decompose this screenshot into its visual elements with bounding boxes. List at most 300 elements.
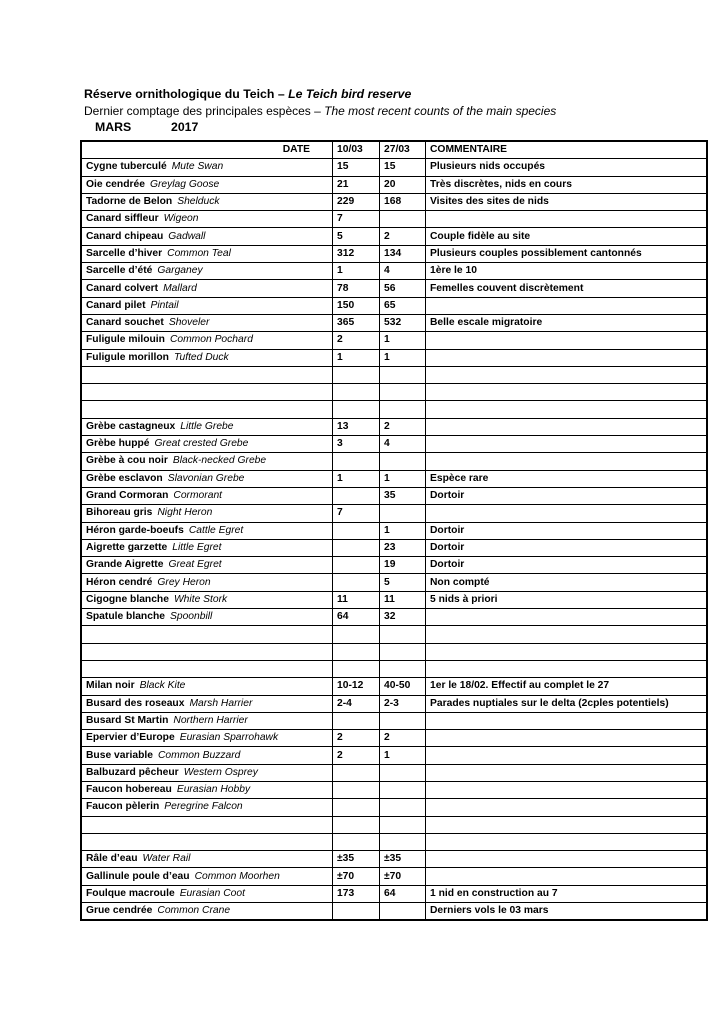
table-row [81,903,707,921]
table-row [81,643,707,660]
species-cell [81,609,333,626]
species-name-en: Garganey [157,265,203,277]
count-date-2: 35 [380,487,426,504]
count-date-2: 168 [380,193,426,210]
comment-cell: Dortoir [426,557,708,574]
species-name-fr: Canard chipeau [86,230,164,242]
count-date-1: 173 [333,885,380,902]
count-date-2 [380,211,426,228]
count-date-1 [333,487,380,504]
species-cell [81,366,333,383]
species-name-en: Shoveler [168,317,210,329]
comment-cell: 1er le 18/02. Effectif au complet le 27 [426,678,708,695]
subtitle-separator: – [310,104,325,118]
count-date-1: 5 [333,228,380,245]
species-cell [81,695,333,712]
count-date-1: 2-4 [333,695,380,712]
species-name-fr: Oie cendrée [86,178,145,190]
period-month: MARS [95,120,132,134]
table-row [81,384,707,401]
table-row [81,747,707,764]
document-title [84,86,684,103]
count-date-2: 532 [380,314,426,331]
species-name-en: Northern Harrier [173,714,248,726]
species-cell [81,816,333,833]
species-cell [81,851,333,868]
table-row [81,885,707,902]
comment-cell: Parades nuptiales sur le delta (2cples potentiels) [426,695,708,712]
header-date: DATE [81,141,333,159]
species-name-fr: Grèbe à cou noir [86,455,168,467]
species-name-en: Western Osprey [183,766,258,778]
count-date-2: 1 [380,747,426,764]
table-row [81,712,707,729]
comment-cell [426,643,708,660]
species-cell [81,211,333,228]
comment-cell [426,730,708,747]
species-cell [81,228,333,245]
title-separator: – [274,87,289,101]
species-cell [81,263,333,280]
species-name-en: Great Egret [168,559,222,571]
table-row [81,314,707,331]
count-date-2 [380,626,426,643]
table-row [81,626,707,643]
count-date-2: 56 [380,280,426,297]
table-row [81,245,707,262]
comment-cell [426,366,708,383]
species-name-fr: Gallinule poule d’eau [86,870,190,882]
species-cell [81,193,333,210]
species-name-en: Mallard [163,282,197,294]
comment-cell: Très discrètes, nids en cours [426,176,708,193]
count-date-1: 2 [333,730,380,747]
species-name-en: Grey Heron [157,576,211,588]
count-date-2 [380,384,426,401]
species-name-en: Slavonian Grebe [167,472,245,484]
table-row [81,851,707,868]
comment-cell [426,505,708,522]
count-date-2: 32 [380,609,426,626]
species-cell [81,280,333,297]
species-name-fr: Grande Aigrette [86,559,164,571]
species-name-fr: Grèbe esclavon [86,472,163,484]
count-date-1: 7 [333,211,380,228]
species-name-fr: Grèbe castagneux [86,420,176,432]
species-cell [81,349,333,366]
comment-cell [426,453,708,470]
comment-cell [426,418,708,435]
species-name-fr: Milan noir [86,680,135,692]
count-date-2 [380,453,426,470]
header-comment: COMMENTAIRE [426,141,708,159]
table-row [81,678,707,695]
comment-cell [426,332,708,349]
comment-cell: Non compté [426,574,708,591]
species-cell [81,297,333,314]
species-cell [81,764,333,781]
comment-cell: 1 nid en construction au 7 [426,885,708,902]
species-cell [81,868,333,885]
table-row [81,730,707,747]
table-row [81,868,707,885]
table-row [81,263,707,280]
comment-cell [426,609,708,626]
count-date-1 [333,522,380,539]
table-row [81,781,707,798]
count-date-1 [333,764,380,781]
document-subtitle [84,103,684,119]
table-body [81,141,707,920]
subtitle-fr: Dernier comptage des principales espèces [84,104,311,118]
species-name-en: Common Moorhen [194,870,280,882]
species-name-fr: Canard siffleur [86,213,159,225]
species-cell [81,176,333,193]
count-date-1: 78 [333,280,380,297]
count-date-2: 1 [380,522,426,539]
species-name-en: Pintail [150,299,179,311]
table-row [81,436,707,453]
count-date-1 [333,366,380,383]
species-name-en: Tufted Duck [173,351,229,363]
table-row [81,764,707,781]
species-name-fr: Buse variable [86,749,153,761]
species-cell [81,522,333,539]
table-row [81,660,707,677]
count-date-1 [333,781,380,798]
species-name-en: Great crested Grebe [154,438,249,450]
species-name-fr: Canard colvert [86,282,159,294]
count-date-2 [380,643,426,660]
title-en: Le Teich bird reserve [288,87,412,101]
comment-cell [426,712,708,729]
table-row [81,487,707,504]
count-date-1 [333,833,380,850]
species-cell [81,159,333,176]
count-date-1 [333,557,380,574]
comment-cell [426,833,708,850]
comment-cell [426,764,708,781]
species-name-fr: Râle d’eau [86,853,138,865]
count-date-1: 11 [333,591,380,608]
comment-cell [426,747,708,764]
count-date-1 [333,816,380,833]
species-cell [81,574,333,591]
species-name-en: Eurasian Sparrohawk [179,732,279,744]
species-cell [81,903,333,921]
species-name-en: Mute Swan [171,161,224,173]
count-date-2 [380,816,426,833]
table-header-row [81,141,707,159]
species-name-en: Shelduck [177,196,220,208]
species-cell [81,730,333,747]
species-cell [81,626,333,643]
count-date-2 [380,712,426,729]
species-name-fr: Balbuzard pêcheur [86,766,179,778]
species-cell [81,833,333,850]
table-row [81,470,707,487]
count-date-1: 2 [333,332,380,349]
count-date-1 [333,626,380,643]
count-date-1: ±70 [333,868,380,885]
species-cell [81,453,333,470]
count-date-2: 20 [380,176,426,193]
comment-cell [426,781,708,798]
species-name-fr: Faucon pèlerin [86,801,160,813]
count-date-2: 65 [380,297,426,314]
count-date-1: 1 [333,349,380,366]
count-date-1 [333,453,380,470]
species-name-en: Wigeon [163,213,199,225]
count-date-2 [380,799,426,816]
count-date-1 [333,660,380,677]
count-date-1 [333,574,380,591]
species-name-en: Marsh Harrier [189,697,253,709]
species-cell [81,885,333,902]
species-name-en: Common Teal [167,247,231,259]
comment-cell [426,816,708,833]
count-date-1 [333,799,380,816]
count-date-2: 2 [380,418,426,435]
count-date-1 [333,643,380,660]
species-name-fr: Cygne tuberculé [86,161,167,173]
species-name-fr: Sarcelle d’été [86,265,153,277]
table-row [81,332,707,349]
species-cell [81,332,333,349]
comment-cell [426,436,708,453]
header-date-2: 27/03 [380,141,426,159]
species-name-fr: Grèbe huppé [86,438,150,450]
species-cell [81,557,333,574]
count-date-2 [380,764,426,781]
species-name-en: Common Pochard [169,334,253,346]
count-date-1 [333,384,380,401]
count-date-2: 4 [380,263,426,280]
table-row [81,833,707,850]
species-name-en: Spoonbill [169,611,213,623]
species-cell [81,712,333,729]
comment-cell [426,384,708,401]
count-date-1: 2 [333,747,380,764]
count-date-2: 40-50 [380,678,426,695]
species-name-en: Black Kite [139,680,186,692]
species-name-en: Eurasian Coot [179,887,245,899]
comment-cell [426,349,708,366]
count-date-1: 229 [333,193,380,210]
species-cell [81,418,333,435]
species-cell [81,487,333,504]
comment-cell [426,401,708,418]
count-date-1 [333,401,380,418]
table-row [81,349,707,366]
species-cell [81,505,333,522]
comment-cell [426,851,708,868]
comment-cell [426,868,708,885]
species-name-en: Gadwall [168,230,206,242]
comment-cell [426,799,708,816]
species-cell [81,660,333,677]
table-row [81,401,707,418]
species-name-fr: Canard pilet [86,299,146,311]
count-date-2: 64 [380,885,426,902]
table-row [81,211,707,228]
species-name-fr: Faucon hobereau [86,784,172,796]
comment-cell: Plusieurs couples possiblement cantonnés [426,245,708,262]
comment-cell [426,660,708,677]
species-name-fr: Sarcelle d’hiver [86,247,163,259]
title-fr: Réserve ornithologique du Teich [84,87,275,101]
count-date-1: 15 [333,159,380,176]
table-row [81,366,707,383]
count-date-1: 150 [333,297,380,314]
count-date-1: 1 [333,263,380,280]
count-date-1: ±35 [333,851,380,868]
count-date-2: 5 [380,574,426,591]
species-name-fr: Héron garde-boeufs [86,524,184,536]
comment-cell: Dortoir [426,522,708,539]
species-name-en: White Stork [173,593,228,605]
count-date-1: 1 [333,470,380,487]
table-row [81,159,707,176]
count-date-2: 2 [380,730,426,747]
count-date-2: 2 [380,228,426,245]
count-date-2: 1 [380,332,426,349]
count-date-2 [380,505,426,522]
species-cell [81,245,333,262]
period [84,119,684,136]
table-row [81,453,707,470]
species-name-en: Black-necked Grebe [172,455,267,467]
species-cell [81,436,333,453]
table-row [81,297,707,314]
comment-cell: 5 nids à priori [426,591,708,608]
comment-cell: Couple fidèle au site [426,228,708,245]
comment-cell: 1ère le 10 [426,263,708,280]
count-date-1 [333,903,380,921]
comment-cell [426,297,708,314]
count-date-2: 4 [380,436,426,453]
count-date-2: 134 [380,245,426,262]
count-date-1: 64 [333,609,380,626]
count-date-2: ±70 [380,868,426,885]
species-cell [81,539,333,556]
species-cell [81,643,333,660]
comment-cell [426,626,708,643]
table-row [81,557,707,574]
count-date-2 [380,781,426,798]
species-name-en: Peregrine Falcon [164,801,243,813]
species-name-en: Little Egret [172,541,222,553]
species-name-en: Cormorant [173,490,223,502]
count-date-2 [380,366,426,383]
species-cell [81,401,333,418]
species-cell [81,591,333,608]
species-count-table [80,140,708,921]
species-name-fr: Aigrette garzette [86,541,168,553]
species-name-fr: Epervier d’Europe [86,732,175,744]
table-row [81,193,707,210]
count-date-2: 15 [380,159,426,176]
table-row [81,280,707,297]
count-date-1: 365 [333,314,380,331]
period-year: 2017 [171,120,199,134]
table-row [81,176,707,193]
header-date-1: 10/03 [333,141,380,159]
comment-cell: Espèce rare [426,470,708,487]
species-name-en: Common Crane [157,905,231,917]
species-name-fr: Busard St Martin [86,714,169,726]
count-date-2: 1 [380,470,426,487]
table-row [81,816,707,833]
count-date-2: 2-3 [380,695,426,712]
species-name-en: Greylag Goose [149,178,220,190]
species-name-en: Common Buzzard [157,749,241,761]
count-date-2: 23 [380,539,426,556]
species-name-fr: Cigogne blanche [86,593,169,605]
species-cell [81,470,333,487]
count-date-2 [380,833,426,850]
species-name-fr: Foulque macroule [86,887,175,899]
species-name-en: Little Grebe [180,420,234,432]
species-name-fr: Busard des roseaux [86,697,185,709]
comment-cell: Dortoir [426,487,708,504]
count-date-2 [380,401,426,418]
table-row [81,591,707,608]
species-name-fr: Canard souchet [86,317,164,329]
table-row [81,228,707,245]
comment-cell: Visites des sites de nids [426,193,708,210]
count-date-2: 19 [380,557,426,574]
comment-cell: Belle escale migratoire [426,314,708,331]
count-date-2: ±35 [380,851,426,868]
table-row [81,505,707,522]
subtitle-en: The most recent counts of the main species [324,104,557,118]
species-name-fr: Grand Cormoran [86,490,169,502]
species-name-fr: Bihoreau gris [86,507,153,519]
count-date-1: 3 [333,436,380,453]
species-name-en: Night Heron [157,507,213,519]
species-name-en: Cattle Egret [188,524,244,536]
comment-cell: Femelles couvent discrètement [426,280,708,297]
count-date-1: 13 [333,418,380,435]
table-row [81,609,707,626]
table-row [81,522,707,539]
species-name-fr: Grue cendrée [86,905,153,917]
count-date-1: 7 [333,505,380,522]
count-date-2 [380,903,426,921]
species-name-fr: Héron cendré [86,576,153,588]
comment-cell [426,211,708,228]
comment-cell: Derniers vols le 03 mars [426,903,708,921]
table-row [81,799,707,816]
count-date-1 [333,539,380,556]
species-cell [81,384,333,401]
species-name-fr: Tadorne de Belon [86,196,173,208]
count-date-2: 1 [380,349,426,366]
species-name-fr: Fuligule morillon [86,351,169,363]
species-cell [81,747,333,764]
species-cell [81,781,333,798]
species-name-en: Eurasian Hobby [176,784,251,796]
table-row [81,418,707,435]
count-date-2: 11 [380,591,426,608]
species-cell [81,314,333,331]
species-name-fr: Spatule blanche [86,611,165,623]
species-name-fr: Fuligule milouin [86,334,165,346]
table-row [81,539,707,556]
species-name-en: Water Rail [142,853,191,865]
count-date-1: 10-12 [333,678,380,695]
